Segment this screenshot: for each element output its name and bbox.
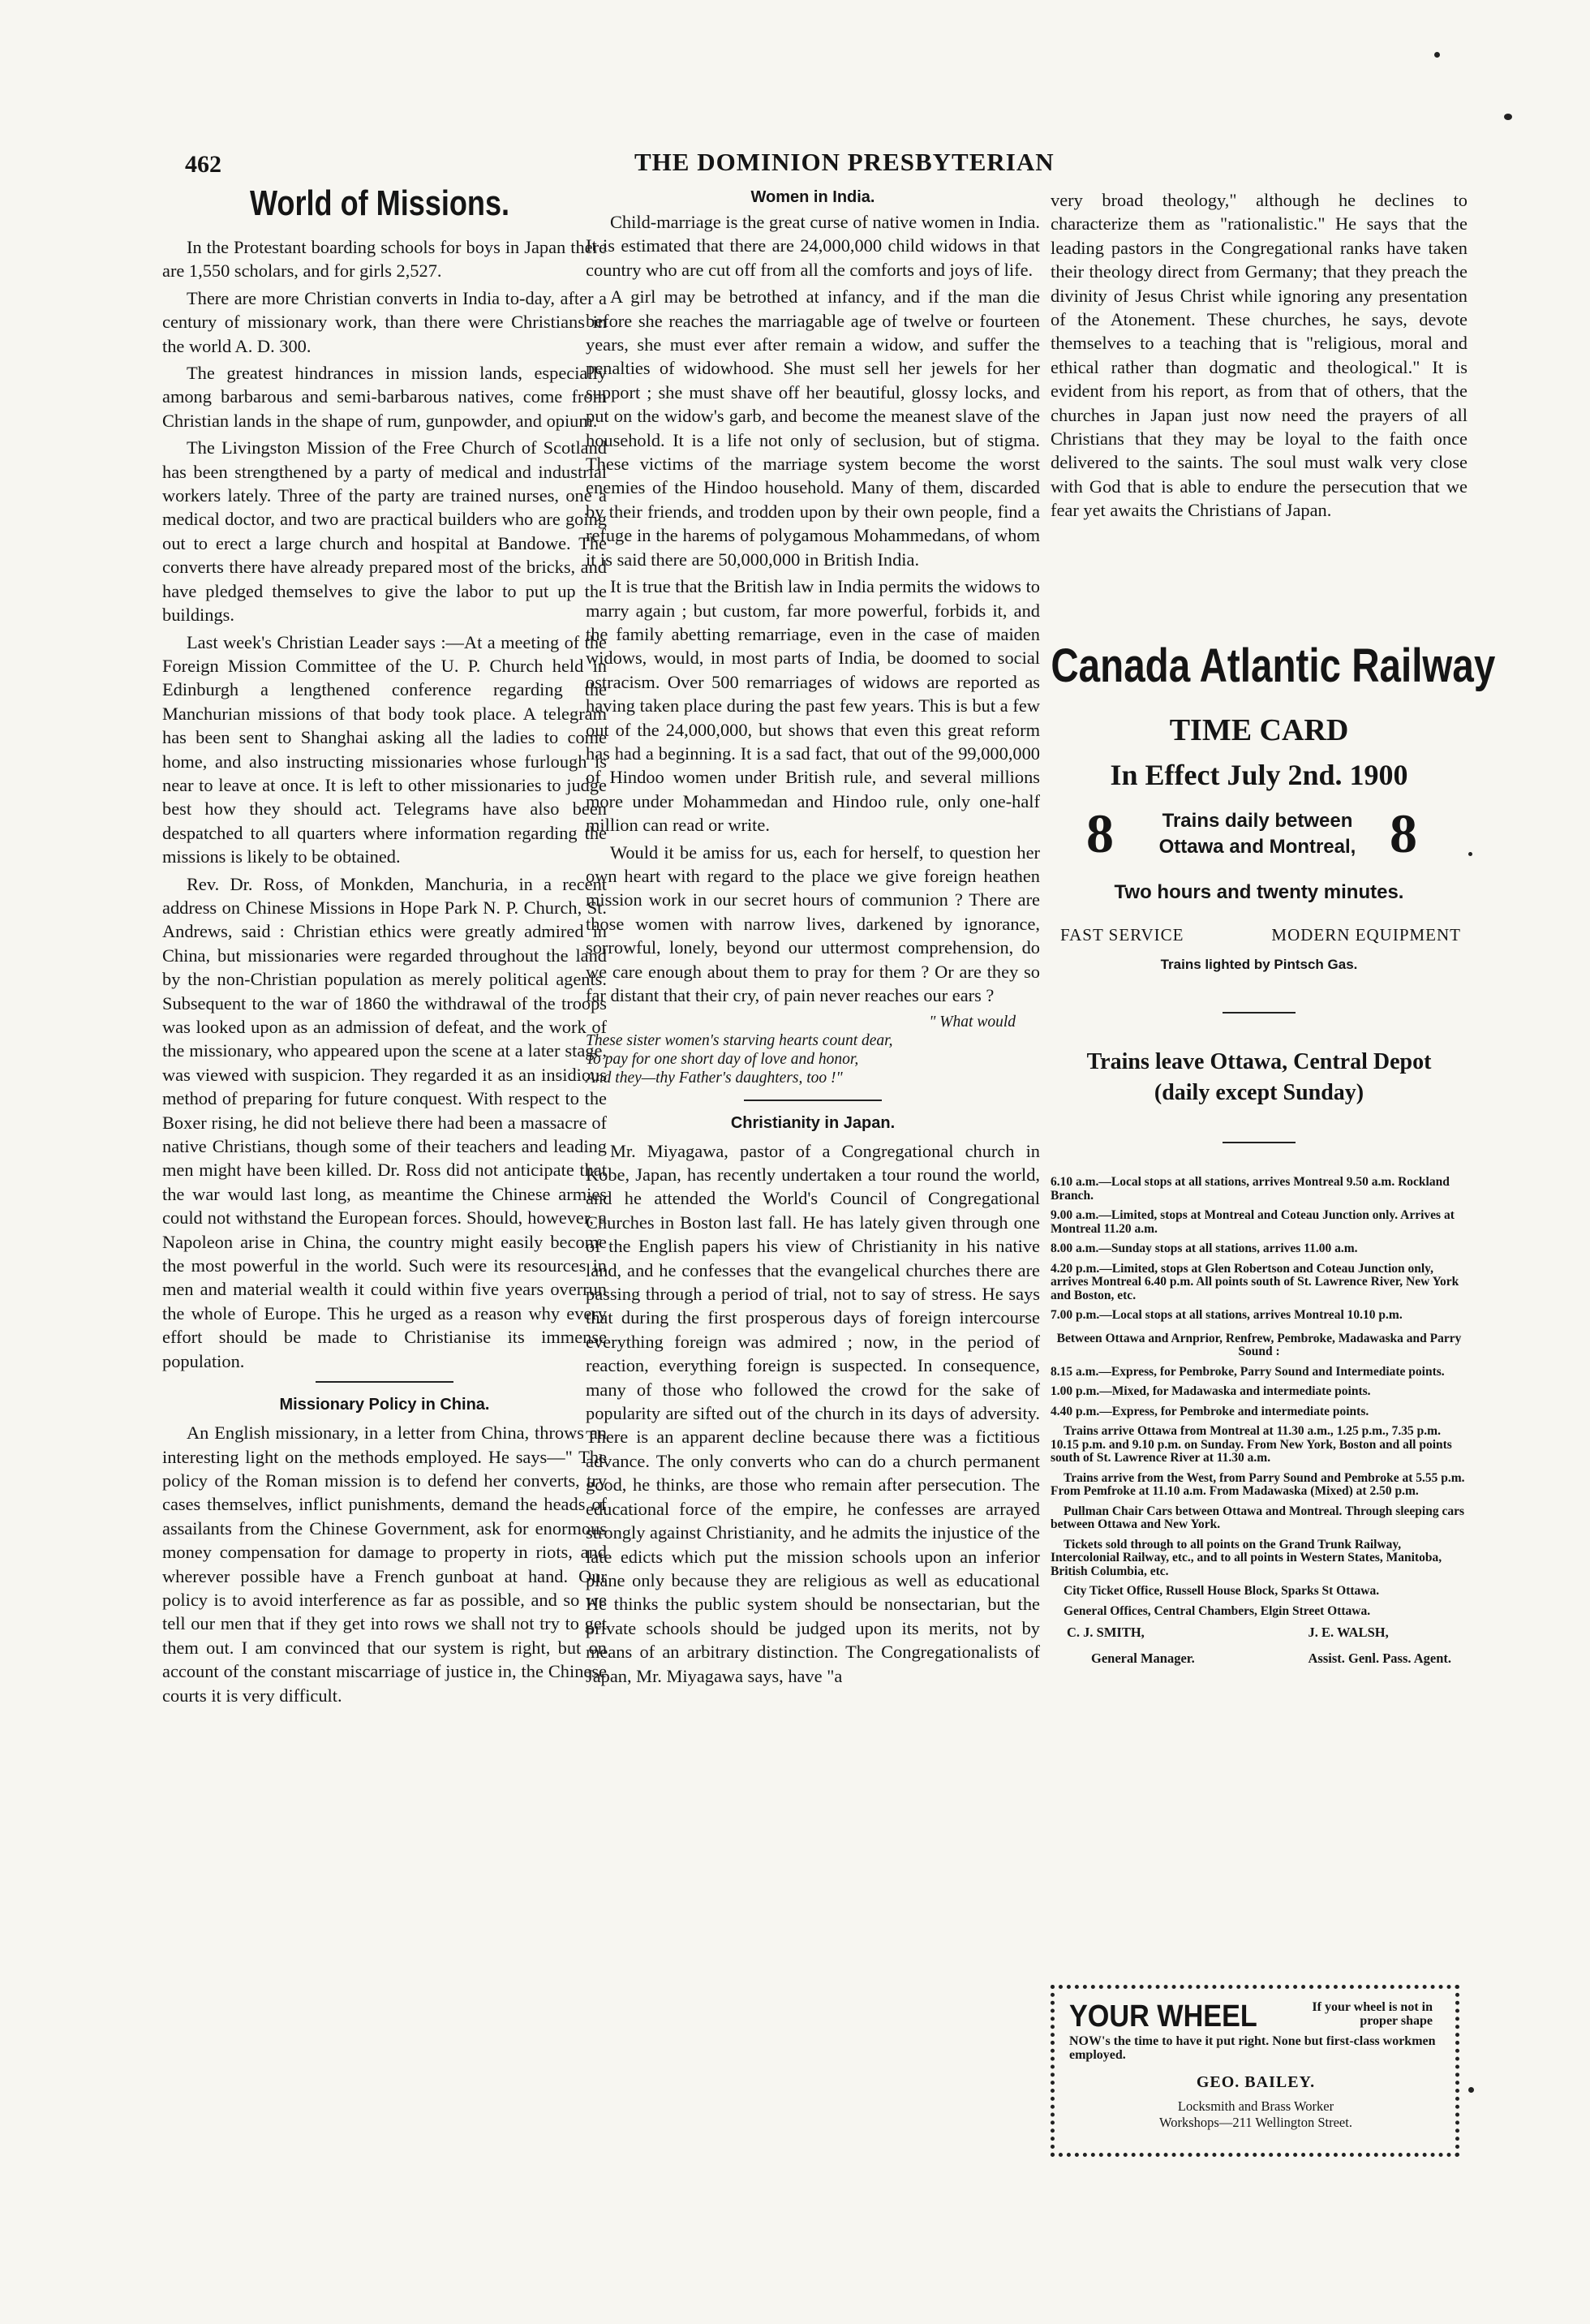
paragraph: Would it be amiss for us, each for herself, to question her own heart with regard to the place we give foreign heathen mission work in our secret hours of communion ? There are those women with narrow lives, darkened by ignorance, sorrowful, lonely, beyond our uttermost comprehension, do we care enough about them to pray for them ? Or are they so far distant that their cry, of pain never reaches our ears ? (586, 841, 1040, 1005)
trains-count-right: 8 (1390, 803, 1417, 864)
service-line (1051, 925, 1468, 945)
ink-speck (1468, 852, 1472, 856)
continued-paragraph: very broad theology," although he declines to characterize them as "rationalistic." He says that the leading pastors in the Congregational ranks have taken their theology direct from Germany; that they preach the divinity of Jesus Christ while ignoring any presentation of the Atonement. These churches, he says, devote themselves to a teaching that is "religious, moral and ethical rather than dogmatic and theological." It is evident from his report, as from that of others, that the churches in Japan just now need the prayers of all Christians that they may be loyal to the faith once delivered to the saints. The soul must walk very close with God that is able to endure the persecution that we fear yet awaits the Christians of Japan. (1051, 190, 1468, 521)
ad-divider (1223, 1142, 1296, 1143)
trains-daily-block (1051, 803, 1468, 867)
paragraph: A girl may be betrothed at infancy, and if the man die before she reaches the marriagable age of twelve or fourteen years, she must ever after remain a widow, and suffer the penalties of widowhood. She must sell her jewels for her support ; she must shave off her beautiful, glossy locks, and put on the widow's garb, and become the meanest slave of the household. It is a life not only of seclusion, but of stigma. These victims of the marriage system become the worst enemies of the Hindoo household. Many of them, discarded by their friends, and trodden upon by their own people, find a refuge in the harems of polygamous Mohammedans, of whom it is said there are 50,000,000 in British India. (586, 286, 1040, 570)
schedule-entry: 9.00 a.m.—Limited, stops at Montreal and Coteau Junction only. Arrives at Montreal 11.20 a.m. (1051, 1208, 1455, 1236)
signature-right (1309, 1625, 1451, 1667)
schedule-entry: 8.15 a.m.—Express, for Pembroke, Parry Sound and Intermediate points. (1051, 1364, 1445, 1379)
page-number: 462 (185, 151, 221, 178)
arrival-note: Trains arrive Ottawa from Montreal at 11.30 a.m., 1.25 p.m., 7.35 p.m. 10.15 p.m. and 9.10 p.m. on Sunday. From New York, Boston and all points south of St. Lawrence River at 11.30 a.m. (1051, 1424, 1452, 1465)
india-body (586, 188, 1040, 1691)
wheel-trade: Locksmith and Brass Worker (1177, 2098, 1334, 2114)
time-card-heading: TIME CARD (1169, 713, 1349, 747)
ad-divider (1223, 1012, 1296, 1014)
ticket-office: City Ticket Office, Russell House Block, Sparks St Ottawa. (1064, 1584, 1380, 1598)
railway-ad (1051, 639, 1496, 1667)
section-title-india: Women in India. (750, 188, 875, 206)
signature-left-title: General Manager. (1091, 1650, 1195, 1666)
poem-line: And they—thy Father's daughters, too !" (586, 1069, 843, 1087)
travel-duration: Two hours and twenty minutes. (1114, 881, 1404, 903)
paragraph: An English missionary, in a letter from China, throws an interesting light on the methods employed. He says—" The policy of the Roman mission is to defend her converts, try cases themselves, inflict punishments, demand the heads of assailants from the Chinese Government, ask for enormous money compensation for damage to property in riots, and wherever possible have a French gunboat at hand. Our policy is to avoid interference as far as possible, and so we tell our men that if they get into rows we shall not try to get them out. I am convinced that our system is right, but on account of the constant miscarriage of justice in, the Chinese courts it is very difficult. (162, 1422, 607, 1706)
pullman-note: Pullman Chair Cars between Ottawa and Montreal. Through sleeping cars between Ottawa and New York. (1051, 1504, 1465, 1531)
wheel-headline-row (1069, 2000, 1442, 2033)
wheel-ad (1051, 1985, 1459, 2157)
poem-line: " What would (929, 1014, 1016, 1031)
wheel-side-text: If your wheel is not in proper shape (1312, 2000, 1433, 2028)
paragraph: Mr. Miyagawa, pastor of a Congregational church in Kobe, Japan, has recently undertaken a tour round the world, and he attended the World's Council of Congregational Churches in Boston last fall. He has lately given through one of the English papers his view of Christianity in his native land, and he confesses that the evangelical churches there are passing through a period of trial, not to say of stress. He says that during the first prosperous days of foreign intercourse everything foreign was admired ; now, in the period of reaction, everything foreign is suspected. In consequence, many of those who followed the crowd for the sake of popularity are sifted out of the church in its days of adversity. There is an apparent decline because there was a fictitious advance. The only converts who can do a church permanent good, he thinks, are those who remain after persecution. The educational force of the empire, he confesses are arrayed strongly against Christianity, and he admits the injustice of the late edicts which put the mission schools upon an inferior plane only because they are religious as well as educational He thinks the public system should be nonsectarian, but the private schools should be judged upon its merits, not by means of an arbitrary distinction. The Congregationalists of Japan, Mr. Miyagawa says, have "a (586, 1140, 1040, 1686)
paragraph: Child-marriage is the great curse of native women in India. It is estimated that there are 24,000,000 child widows in that country who are cut off from all the comforts and joys of life. (586, 212, 1040, 280)
railway-title: Canada Atlantic Railway (1051, 639, 1496, 692)
tickets-note: Tickets sold through to all points on the Grand Trunk Railway, Intercolonial Railway, etc., and to all points in Western States, Manitoba, British Columbia, etc. (1051, 1537, 1442, 1578)
section-title-missions: World of Missions. (250, 183, 510, 223)
signature-right-title: Assist. Genl. Pass. Agent. (1308, 1650, 1451, 1666)
schedule-entry: 7.00 p.m.—Local stops at all stations, arrives Montreal 10.10 p.m. (1051, 1308, 1403, 1322)
paragraph: Rev. Dr. Ross, of Monkden, Manchuria, in a recent address on Chinese Missions in Hope Park N. P. Church, St. Andrews, said : Christian ethics were greatly admired in China, but missionaries were regarded throughout the land by the non-Christian population as merely political agents. Subsequent to the war of 1860 the withdrawal of the troops was looked upon as an admission of defeat, and the work of the missionary, who appeared upon the scene at a later stage, was viewed with suspicion. They regarded it as an insidious method of preparing for future conquest. With respect to the Boxer rising, he did not believe there had been a massacre of native Christians, though some of their teachers and leading men might have been killed. Dr. Ross did not anticipate that the war would last long, as meantime the Chinese armies could not withstand the European forces. Should, however, a Napoleon arise in China, the country might easily become the most powerful in the world. Such were its resources in men and material wealth it could within five years overrun the whole of Europe. This he urged as a reason why every effort should be made to Christianise its immense population. (162, 873, 607, 1371)
schedule-entry: 4.40 p.m.—Express, for Pembroke and intermediate points. (1051, 1404, 1369, 1418)
section-divider (316, 1381, 453, 1383)
wheel-headline: YOUR WHEEL (1069, 1999, 1257, 2034)
schedule-entry: 4.20 p.m.—Limited, stops at Glen Robertson and Coteau Junction only, arrives Montreal 6.40 p.m. All points south of St. Lawrence River, New York and Boston, etc. (1051, 1261, 1459, 1302)
missions-body (162, 235, 607, 1711)
ink-speck (1434, 52, 1440, 58)
schedule-entry: 8.00 a.m.—Sunday stops at all stations, arrives 11.00 a.m. (1051, 1242, 1358, 1255)
signature-left-name: C. J. SMITH, (1067, 1625, 1145, 1640)
section-title-china-policy: Missionary Policy in China. (279, 1396, 490, 1414)
lighting-note: Trains lighted by Pintsch Gas. (1160, 957, 1358, 972)
trains-leave-line1: Trains leave Ottawa, Central Depot (1086, 1049, 1432, 1074)
signatures (1051, 1625, 1468, 1667)
paragraph: The greatest hindrances in mission lands, especially among barbarous and semi-barbarous natives, come from Christian lands in the shape of rum, gunpowder, and opium. (162, 363, 607, 431)
wheel-now-line: NOW's the time to have it put right. None but first-class workmen employed. (1069, 2034, 1436, 2062)
section-divider (744, 1100, 882, 1101)
section-title-japan: Christianity in Japan. (730, 1113, 896, 1132)
ink-speck (1468, 2087, 1474, 2093)
arrival-note: Trains arrive from the West, from Parry Sound and Pembroke at 5.55 p.m. From Pemfroke at 11.10 a.m. From Madawaska (Mixed) at 2.50 p.m. (1051, 1470, 1465, 1498)
paragraph: It is true that the British law in India permits the widows to marry again ; but custom, far more powerful, forbids it, and the family abetting remarriage, even in the case of maiden widows, would, in most parts of India, be doomed to social ostracism. Over 500 remarriages of widows are reported as having taken place during the past few years. This is but a few out of the 24,000,000, but shows that even this great reform has had a beginning. It is a sad fact, that out of the 99,000,000 of Hindoo women under British rule, and several millions more under Mohammedan and Hindoo rule, only one-half million can read or write. (586, 576, 1040, 836)
paragraph: There are more Christian converts in India to-day, after a century of missionary work, than there were Christians in the world A. D. 300. (162, 287, 607, 356)
between-heading: Between Ottawa and Arnprior, Renfrew, Pembroke, Madawaska and Parry Sound : (1056, 1331, 1462, 1358)
schedule-entry: 6.10 a.m.—Local stops at all stations, arrives Montreal 9.50 a.m. Rockland Branch. (1051, 1175, 1450, 1203)
signature-left (1067, 1625, 1195, 1667)
trains-daily-line2: Ottawa and Montreal, (1158, 836, 1356, 858)
trains-leave-line2: (daily except Sunday) (1154, 1080, 1364, 1105)
poem (586, 1014, 1040, 1087)
fast-service: FAST SERVICE (1060, 925, 1184, 945)
paragraph: Last week's Christian Leader says :—At a meeting of the Foreign Mission Committee of the U. P. Church held in Edinburgh a lengthened conference regarding the Manchurian missions of that body took place. A telegram has been sent to Shanghai asking all the ladies to come home, and also instructing missionaries whose furlough is near to leave at once. It is left to other missionaries to judge best how they should act. Telegrams have also been despatched to all quarters where information regarding the missions is likely to be obtained. (162, 631, 607, 867)
schedule-entry: 1.00 p.m.—Mixed, for Madawaska and intermediate points. (1051, 1384, 1371, 1398)
ink-speck (1504, 114, 1512, 120)
general-offices: General Offices, Central Chambers, Elgin Street Ottawa. (1064, 1603, 1371, 1618)
trains-count-left: 8 (1086, 803, 1114, 864)
paragraph: In the Protestant boarding schools for boys in Japan there are 1,550 scholars, and for girls 2,527. (162, 237, 607, 282)
signature-right-name: J. E. WALSH, (1308, 1625, 1389, 1640)
running-head: THE DOMINION PRESBYTERIAN (634, 148, 1055, 176)
effect-date: In Effect July 2nd. 1900 (1110, 759, 1408, 791)
poem-line: These sister women's starving hearts count dear, (586, 1032, 893, 1050)
schedule-main (1051, 1176, 1468, 1618)
wheel-address: Workshops—211 Wellington Street. (1159, 2115, 1352, 2130)
paragraph: The Livingston Mission of the Free Church of Scotland has been strengthened by a party of medical and industrial workers lately. Three of the party are trained nurses, one a medical doctor, and two are practical builders who are going out to erect a large church and hospital at Bandowe. The converts there have already prepared most of the bricks, and have pledged themselves to give the labor to put up the buildings. (162, 437, 607, 626)
wheel-name: GEO. BAILEY. (1196, 2073, 1316, 2091)
trains-daily-line1: Trains daily between (1162, 810, 1353, 832)
poem-line: To pay for one short day of love and honor, (586, 1051, 859, 1068)
modern-equipment: MODERN EQUIPMENT (1271, 925, 1461, 945)
